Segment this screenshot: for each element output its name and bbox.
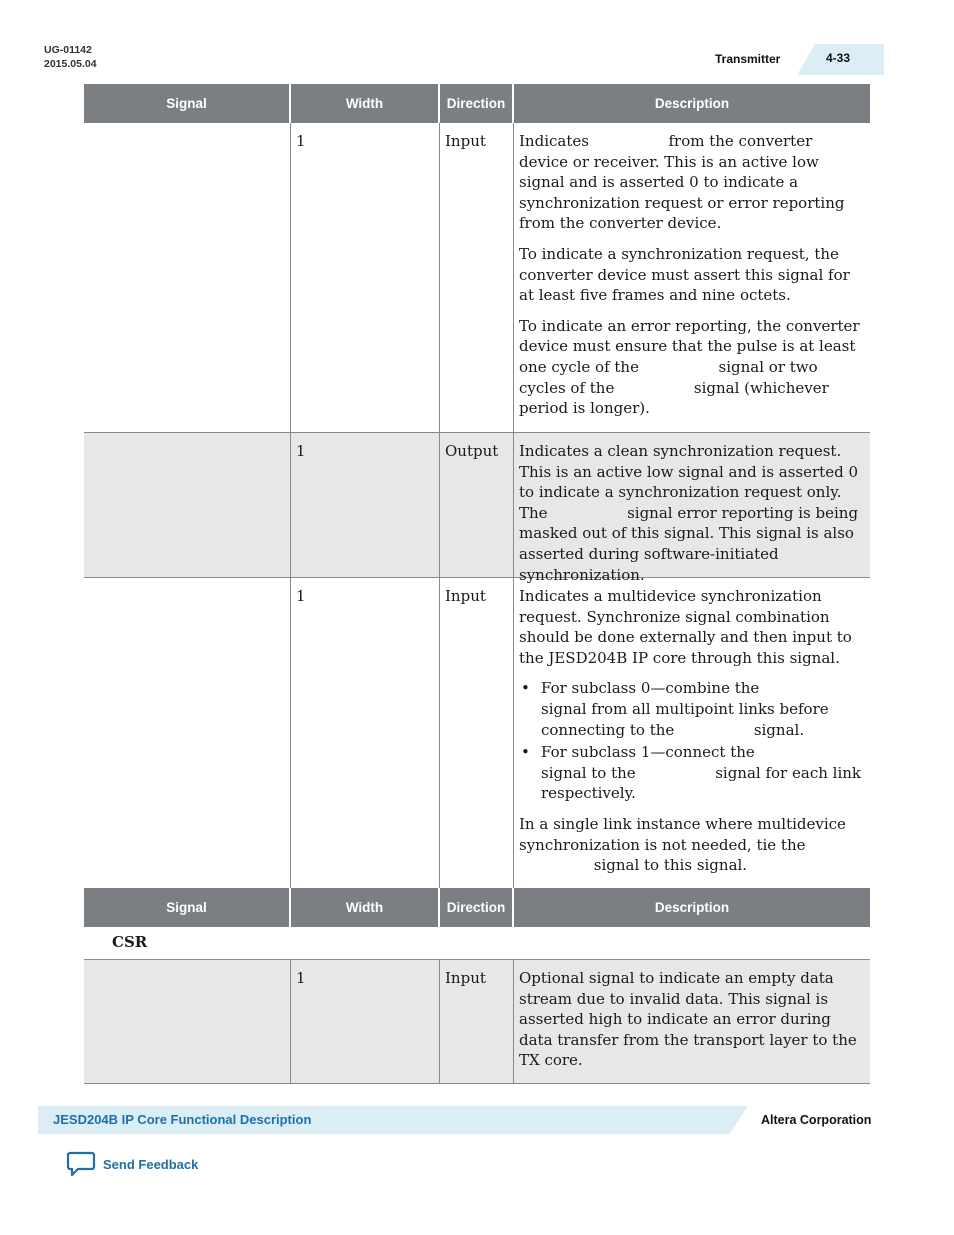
direction-cell: Output [440, 433, 514, 577]
description-paragraph: In a single link instance where multidevice synchronization is not needed, tie the signal to this signal. [519, 814, 846, 875]
description-paragraph: To indicate an error reporting, the converter device must ensure that the pulse is at least one cycle of the signal or two cycles of the signal (whichever period is longer). [519, 316, 860, 418]
direction-cell: Input [440, 960, 514, 1083]
column-header-width: Width [291, 888, 440, 927]
list-item: • For subclass 1—connect the signal to the signal for each link respectively. [519, 742, 865, 804]
width-cell: 1 [291, 123, 440, 432]
description-paragraph: Optional signal to indicate an empty data stream due to invalid data. This signal is asserted high to indicate an error during data transfer from the transport layer to the TX core. [519, 969, 857, 1070]
signal-table-csr [84, 888, 870, 927]
table-row [84, 960, 870, 1084]
description-cell [514, 123, 870, 432]
column-header-signal: Signal [84, 888, 291, 927]
footer-company: Altera Corporation [761, 1113, 872, 1127]
description-cell [514, 578, 870, 888]
description-cell [514, 433, 870, 584]
direction-cell: Input [440, 123, 514, 432]
table-header [84, 888, 870, 927]
description-cell [514, 960, 870, 1083]
section-name: Transmitter [715, 52, 781, 66]
signal-table-csr-body [84, 960, 870, 1084]
group-row [84, 928, 870, 960]
bullet-list [519, 678, 865, 804]
list-item: • For subclass 0—combine the signal from all multipoint links before connecting to the signal. [519, 678, 865, 740]
description-paragraph: Indicates a multidevice synchronization request. Synchronize signal combination should be done externally and then input to the JESD204B IP core through this signal. [519, 587, 852, 667]
document-id-block [44, 43, 97, 71]
signal-cell [84, 123, 291, 432]
footer-title[interactable]: JESD204B IP Core Functional Description [53, 1112, 312, 1127]
width-cell: 1 [291, 960, 440, 1083]
description-paragraph: To indicate a synchronization request, the converter device must assert this signal for at least five frames and nine octets. [519, 244, 850, 305]
table-row [84, 123, 870, 433]
page-number: 4-33 [826, 51, 851, 65]
table-row [84, 433, 870, 584]
speech-bubble-icon [66, 1150, 96, 1178]
column-header-direction: Direction [440, 888, 514, 927]
column-header-direction: Direction [440, 84, 514, 123]
group-label: CSR [112, 933, 148, 951]
signal-cell [84, 433, 291, 577]
column-header-width: Width [291, 84, 440, 123]
description-paragraph: Indicates a clean synchronization request. This is an active low signal and is asserted 0 to indicate a synchronization request only. The signal error reporting is being masked out of this signal. This signal is also asserted during software-initiated synchronization. [519, 442, 859, 584]
width-cell: 1 [291, 433, 440, 577]
description-paragraph: Indicates from the converter device or receiver. This is an active low signal and is asserted 0 to indicate a synchronization request or error reporting from the converter device. [519, 132, 845, 233]
width-cell: 1 [291, 578, 440, 888]
table-header [84, 84, 870, 123]
send-feedback-label[interactable]: Send Feedback [103, 1156, 199, 1172]
signal-table [84, 84, 870, 888]
direction-cell: Input [440, 578, 514, 888]
send-feedback-link[interactable] [66, 1150, 198, 1178]
column-header-description: Description [654, 96, 730, 111]
document-id: UG-01142 [44, 44, 92, 56]
signal-cell [84, 960, 291, 1083]
column-header-signal: Signal [84, 84, 291, 123]
document-date: 2015.05.04 [44, 58, 97, 70]
table-row [84, 578, 870, 888]
column-header-description: Description [654, 900, 730, 915]
signal-cell [84, 578, 291, 888]
